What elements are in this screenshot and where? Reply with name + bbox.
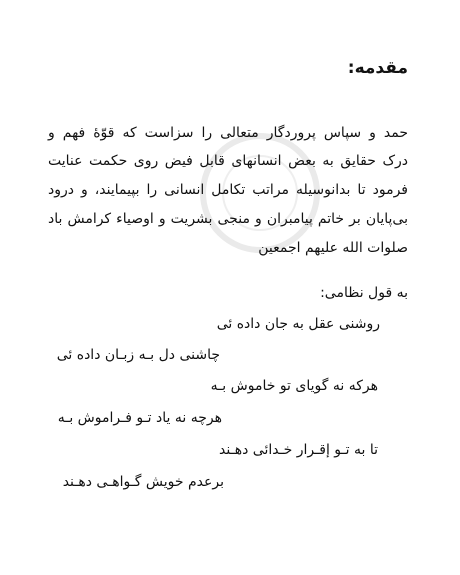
paragraph-line-3: فرمود تا بدانوسیله مراتب تکامل انسانی را بپیمایند، و درود — [48, 182, 408, 198]
verse-3: هرکه نه گویای تو خاموش بـه — [210, 378, 378, 394]
paragraph-line-1: حمد و سپاس پروردگار متعالی را سزاست که قوّهٔ فهم و — [48, 125, 408, 141]
verse-2: چاشنی دل بـه زبـان داده ئی — [56, 347, 220, 363]
paragraph-line-4: بی‌پایان بر خاتم پیامبران و منجی بشریت و اوصیاء کرامش باد — [48, 211, 408, 227]
paragraph-line-5: صلوات الله علیهم اجمعین — [258, 240, 408, 256]
verse-1: روشنی عقل به جان داده ئی — [216, 316, 380, 332]
quote-intro: به قول نظامی: — [320, 285, 408, 301]
verse-5: تا به تـو إقـرار خـدائی دهـند — [219, 442, 378, 458]
verse-6: برعدم خویش گـواهـی دهـند — [62, 474, 224, 490]
verse-4: هرچه نه یاد تـو فـراموش بـه — [57, 410, 222, 426]
paragraph-line-2: درک حقایق به بعض انسانهای قابل فیض روی حکمت عنایت — [48, 153, 408, 169]
section-heading: مقدمه: — [347, 58, 408, 78]
